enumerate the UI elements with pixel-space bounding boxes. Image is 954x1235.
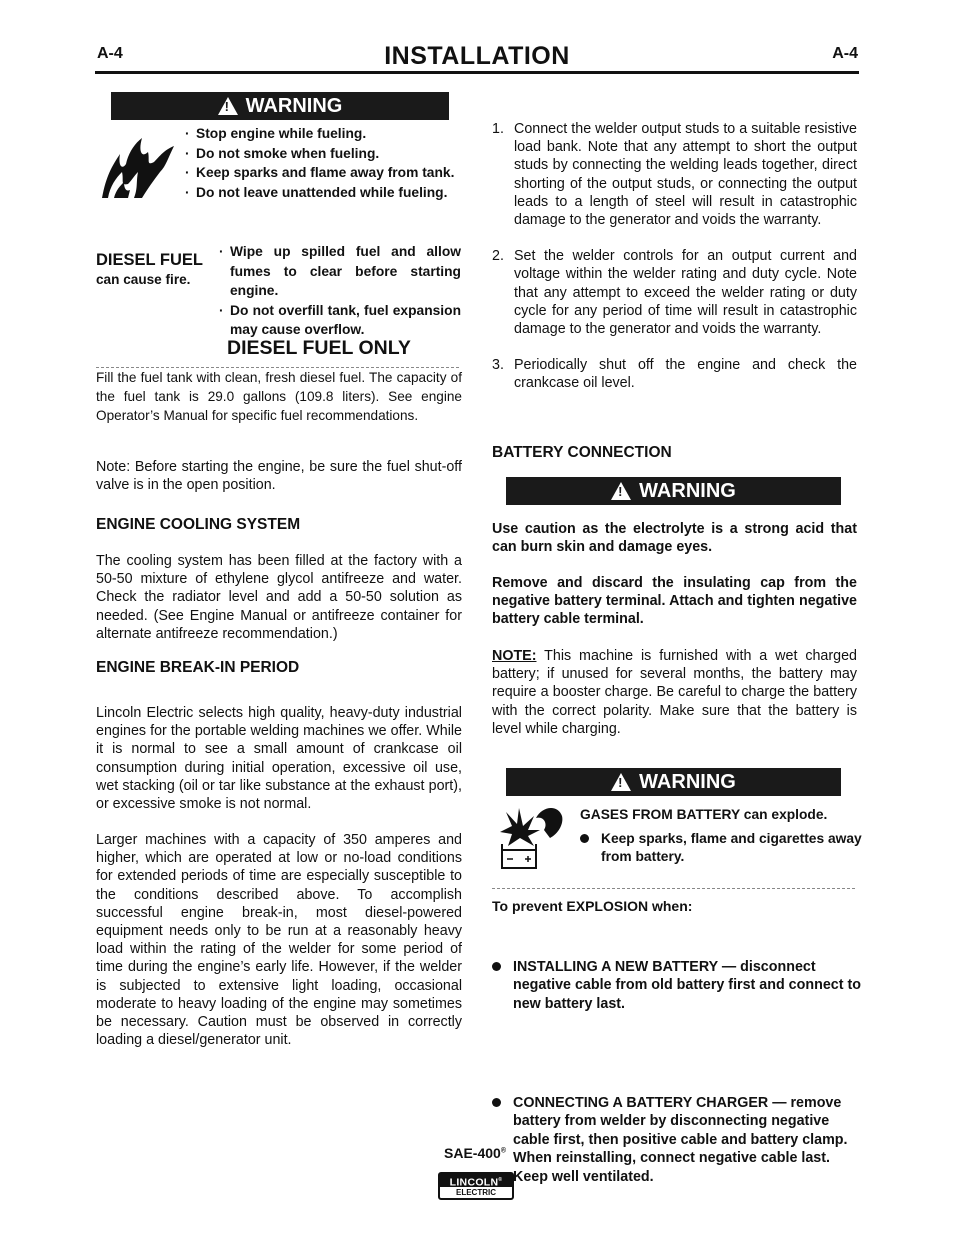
fill-tank-paragraph: Fill the fuel tank with clean, fresh diesel fuel. The capacity of the fuel tank is 29.0 gallons (109.8 liters). See engine Operator’s Manual for specific fuel recommendations. xyxy=(96,370,462,423)
prevent-title: To prevent EXPLOSION when: xyxy=(492,898,693,914)
page-code-right: A-4 xyxy=(832,45,858,62)
fuel-safety-list-2 xyxy=(219,242,461,340)
list-item: · Do not overfill tank, fuel expansion may cause overflow. xyxy=(219,301,461,340)
list-item: · Keep sparks and flame away from tank. xyxy=(185,163,461,183)
list-item: 2. Set the welder controls for an output current and voltage within the welder rating and duty cycle. Note that any attempt to exceed the welder rating or duty cycle for any period of time will result in catastrophic damage to the generator and voids the warranty. xyxy=(492,248,857,338)
header-rule xyxy=(95,71,859,74)
model-number: SAE-400® xyxy=(444,1145,506,1161)
warning-label: WARNING xyxy=(639,770,736,793)
warning-triangle-icon: ! xyxy=(611,773,631,791)
note-label: NOTE: xyxy=(492,648,537,664)
page-title: INSTALLATION xyxy=(384,42,570,70)
insulating-cap-caution: Remove and discard the insulating cap from the negative battery terminal. Attach and tighten negative battery cable terminal. xyxy=(492,575,857,628)
page-code-left: A-4 xyxy=(97,45,123,62)
list-item: · Do not leave unattended while fueling. xyxy=(185,183,461,203)
diesel-fuel-only-heading: DIESEL FUEL ONLY xyxy=(227,337,411,359)
flame-icon xyxy=(98,136,176,202)
breakin-paragraph-2: Larger machines with a capacity of 350 amperes and higher, which are operated at low or no-load conditions for extended periods of time are especially susceptible to the conditions described above. To accomplish successful engine break-in, most diesel-powered equipment needs only to be run at a reasonably heavy load within the rating of the welder for some period of time during the engine’s early life. However, if the welder is subjected to extensive light loading, occasional moderate to heavy loading of the engine may sometimes be necessary. Caution must be observed in correctly loading a diesel/generator unit. xyxy=(96,832,462,1049)
prevent-bullet-install: INSTALLING A NEW BATTERY — disconnect negative cable from old battery first and connect to new battery last. xyxy=(492,958,868,1013)
cooling-heading: ENGINE COOLING SYSTEM xyxy=(96,516,301,533)
list-item: 1. Connect the welder output studs to a suitable resistive load bank. Note that any attempt to short the output studs by connecting the welding leads together, direct shorting of the output studs, or connecting the output leads to a length of steel will result in catastrophic damage to the generator and voids the warranty. xyxy=(492,121,857,229)
fuel-warning-banner xyxy=(111,92,449,120)
warning-triangle-icon: ! xyxy=(218,97,238,115)
cooling-paragraph: The cooling system has been filled at the factory with a 50-50 mixture of ethylene glycol antifreeze and water. Check the radiator level and add a 50-50 solution as needed. (See Engine Manual or antifreeze container for alternate antifreeze recommendation.) xyxy=(96,553,462,642)
diesel-fuel-label: DIESEL FUEL xyxy=(96,251,203,269)
warning-triangle-icon: ! xyxy=(611,482,631,500)
fuel-safety-list xyxy=(185,124,461,202)
bullet-icon xyxy=(492,962,501,971)
bullet-icon xyxy=(580,834,589,843)
list-item: · Do not smoke when fueling. xyxy=(185,144,461,164)
battery-note-paragraph xyxy=(492,647,857,738)
can-cause-fire-label: can cause fire. xyxy=(96,272,191,287)
battery-explosion-icon xyxy=(492,804,564,872)
divider xyxy=(492,888,855,889)
gases-title: GASES FROM BATTERY can explode. xyxy=(580,807,828,822)
loadbank-steps-list xyxy=(492,120,857,411)
electrolyte-caution: Use caution as the electrolyte is a strong acid that can burn skin and damage eyes. xyxy=(492,521,857,556)
list-item: · Wipe up spilled fuel and allow fumes to clear before starting engine. xyxy=(219,242,461,301)
warning-label: WARNING xyxy=(245,94,343,117)
list-item: 3. Periodically shut off the engine and check the crankcase oil level. xyxy=(492,357,857,392)
bullet-icon xyxy=(492,1098,501,1107)
breakin-paragraph-1: Lincoln Electric selects high quality, heavy-duty industrial engines for the portable welding machines we offer. While it is normal to see a small amount of crankcase oil consumption during initial operation, excessive oil use, wet stacking (oil or tar like substance at the exhaust port), or excessive smoke is not normal. xyxy=(96,705,462,813)
battery-warning-banner xyxy=(506,477,841,505)
battery-heading: BATTERY CONNECTION xyxy=(492,444,672,461)
warning-label: WARNING xyxy=(639,479,736,502)
lincoln-electric-logo: LINCOLN® ELECTRIC xyxy=(438,1172,514,1200)
breakin-heading: ENGINE BREAK-IN PERIOD xyxy=(96,659,300,676)
gases-bullet: Keep sparks, flame and cigarettes away from battery. xyxy=(580,830,876,867)
list-item: · Stop engine while fueling. xyxy=(185,124,461,144)
shutoff-note-paragraph: Note: Before starting the engine, be sure the fuel shut-off valve is in the open position. xyxy=(96,459,462,494)
gas-warning-banner xyxy=(506,768,841,796)
divider xyxy=(96,367,459,368)
prevent-bullet-charger: CONNECTING A BATTERY CHARGER — remove battery from welder by disconnecting negative cable first, then positive cable and battery clamp. When reinstalling, connect negative cable last. Keep well ventilated. xyxy=(492,1094,868,1186)
note-text: This machine is furnished with a wet charged battery; if unused for several months, the battery may require a booster charge. Be careful to charge the battery with the correct polarity. Make sure that the battery is level while charging. xyxy=(492,648,857,737)
